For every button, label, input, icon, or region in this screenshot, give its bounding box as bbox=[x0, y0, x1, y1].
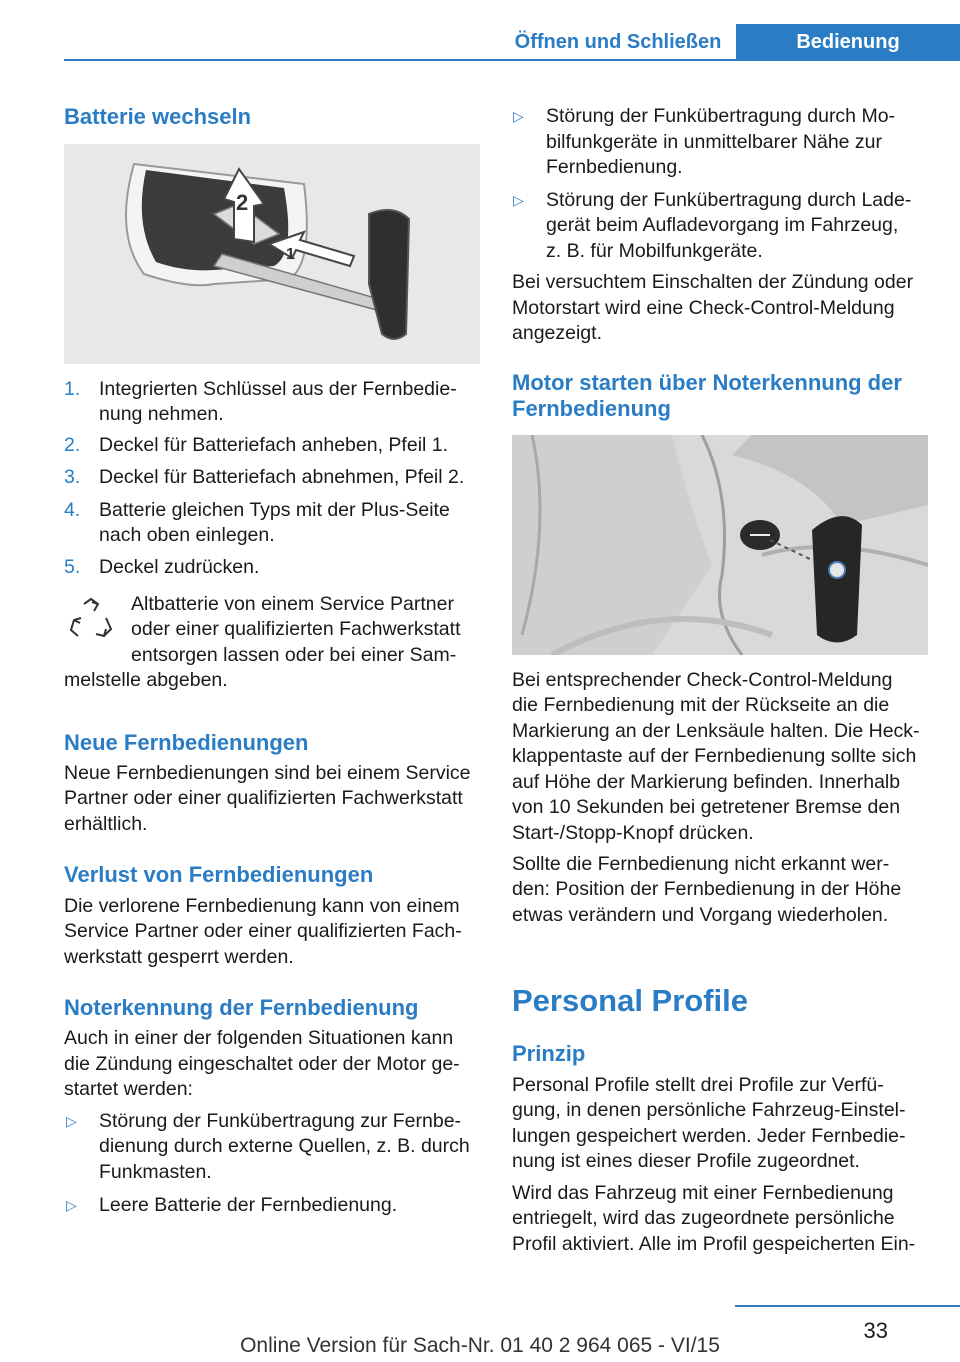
paragraph-line: Neue Fernbedienungen sind bei einem Service bbox=[64, 762, 471, 784]
step-number: 2. bbox=[64, 434, 81, 456]
paragraph-line: Profil aktiviert. Alle im Profil gespeicherten Ein- bbox=[512, 1233, 916, 1255]
paragraph-line: den: Position der Fernbedienung in der Höhe bbox=[512, 878, 902, 900]
recycle-note-line: oder einer qualifizierten Fachwerkstatt bbox=[131, 618, 461, 640]
bullet-text: Störung der Funkübertragung zur Fernbe- bbox=[99, 1110, 462, 1132]
key-battery-illustration bbox=[64, 144, 480, 364]
step-text: Deckel für Batteriefach abnehmen, Pfeil 2. bbox=[99, 466, 465, 488]
paragraph-line: entriegelt, wird das zugeordnete persönliche bbox=[512, 1207, 895, 1229]
steering-column-illustration bbox=[512, 435, 928, 655]
step-text: nung nehmen. bbox=[99, 403, 224, 425]
bullet-text: dienung durch externe Quellen, z. B. durch bbox=[99, 1135, 470, 1157]
step-text: Deckel für Batteriefach anheben, Pfeil 1. bbox=[99, 434, 449, 456]
heading-batterie-wechseln: Batterie wechseln bbox=[64, 104, 252, 129]
bullet-text: Störung der Funkübertragung durch Mo- bbox=[546, 105, 896, 127]
paragraph-line: erhältlich. bbox=[64, 813, 148, 835]
footer-rule bbox=[735, 1305, 960, 1307]
paragraph-line: auf Höhe der Markierung befinden. Innerhalb bbox=[512, 771, 901, 793]
paragraph-line: Start-/Stopp-Knopf drücken. bbox=[512, 822, 754, 844]
bullet-text: Leere Batterie der Fernbedienung. bbox=[99, 1194, 398, 1216]
heading-prinzip: Prinzip bbox=[512, 1041, 586, 1066]
recycle-note-line: melstelle abgeben. bbox=[64, 669, 228, 691]
step-number: 3. bbox=[64, 466, 81, 488]
step-text: Integrierten Schlüssel aus der Fernbedie- bbox=[99, 378, 457, 400]
paragraph-line: Motorstart wird eine Check-Control-Meldung bbox=[512, 297, 895, 319]
paragraph-line: Sollte die Fernbedienung nicht erkannt wer- bbox=[512, 853, 890, 875]
arrow-label-2: 2 bbox=[236, 190, 249, 215]
paragraph-line: klappentaste auf der Fernbedienung sollte sich bbox=[512, 745, 917, 767]
heading-verlust: Verlust von Fernbedienungen bbox=[64, 862, 374, 887]
paragraph-line: lungen gespeichert werden. Jeder Fernbedie- bbox=[512, 1125, 906, 1147]
step-number: 4. bbox=[64, 499, 81, 521]
bullet-triangle-icon: ▷ bbox=[66, 1197, 77, 1213]
paragraph-line: Bei entsprechender Check-Control-Meldung bbox=[512, 669, 893, 691]
paragraph-line: die Zündung eingeschaltet oder der Motor ge- bbox=[64, 1053, 460, 1075]
paragraph-line: Wird das Fahrzeug mit einer Fernbedienung bbox=[512, 1182, 894, 1204]
paragraph-line: Partner oder einer qualifizierten Fachwerkstatt bbox=[64, 787, 463, 809]
bullet-text: Funkmasten. bbox=[99, 1161, 212, 1183]
heading-neue-fernbedienungen: Neue Fernbedienungen bbox=[64, 730, 309, 755]
remote-key-icon bbox=[812, 516, 862, 642]
recycle-note-line: Altbatterie von einem Service Partner bbox=[131, 593, 454, 615]
step-text: nach oben einlegen. bbox=[99, 524, 275, 546]
footer-online-version: Online Version für Sach-Nr. 01 40 2 964 065 - VI/15 bbox=[240, 1334, 720, 1357]
paragraph-line: Service Partner oder einer qualifizierten Fach- bbox=[64, 920, 462, 942]
paragraph-line: Personal Profile stellt drei Profile zur Verfü- bbox=[512, 1074, 884, 1096]
step-text: Batterie gleichen Typs mit der Plus-Seite bbox=[99, 499, 450, 521]
recycle-note-line: entsorgen lassen oder bei einer Sam- bbox=[131, 644, 457, 666]
paragraph-line: Die verlorene Fernbedienung kann von einem bbox=[64, 895, 460, 917]
key-battery-drawing bbox=[64, 144, 480, 364]
arrow-label-1: 1 bbox=[286, 246, 295, 263]
bullet-text: bilfunkgeräte in unmittelbarer Nähe zur bbox=[546, 131, 883, 153]
header-section-title: Öffnen und Schließen bbox=[514, 31, 722, 53]
page-number: 33 bbox=[863, 1318, 888, 1343]
paragraph-line: werkstatt gesperrt werden. bbox=[64, 946, 294, 968]
paragraph-line: startet werden: bbox=[64, 1078, 193, 1100]
bullet-triangle-icon: ▷ bbox=[513, 108, 524, 124]
step-number: 5. bbox=[64, 556, 81, 578]
header-rule bbox=[64, 59, 960, 61]
bmw-logo-icon bbox=[829, 562, 845, 578]
heading-personal-profile: Personal Profile bbox=[512, 983, 749, 1018]
heading-motor-starten: Motor starten über Noterkennung der bbox=[512, 370, 902, 395]
paragraph-line: nung ist eines dieser Profile zugeordnet. bbox=[512, 1150, 860, 1172]
heading-motor-starten-2: Fernbedienung bbox=[512, 396, 671, 421]
bullet-text: Fernbedienung. bbox=[546, 156, 683, 178]
step-number: 1. bbox=[64, 378, 81, 400]
recycle-icon bbox=[66, 596, 116, 646]
paragraph-line: etwas verändern und Vorgang wiederholen. bbox=[512, 904, 889, 926]
step-text: Deckel zudrücken. bbox=[99, 556, 260, 578]
bullet-triangle-icon: ▷ bbox=[513, 192, 524, 208]
bullet-triangle-icon: ▷ bbox=[66, 1113, 77, 1129]
paragraph-line: angezeigt. bbox=[512, 322, 602, 344]
heading-noterkennung: Noterkennung der Fernbedienung bbox=[64, 995, 419, 1020]
paragraph-line: die Fernbedienung mit der Rückseite an die bbox=[512, 694, 890, 716]
paragraph-line: gung, in denen persönliche Fahrzeug-Einstel- bbox=[512, 1099, 906, 1121]
paragraph-line: Auch in einer der folgenden Situationen kann bbox=[64, 1027, 454, 1049]
bullet-text: gerät beim Aufladevorgang im Fahrzeug, bbox=[546, 214, 899, 236]
paragraph-line: von 10 Sekunden bei getretener Bremse den bbox=[512, 796, 901, 818]
bullet-text: Störung der Funkübertragung durch Lade- bbox=[546, 189, 912, 211]
paragraph-line: Bei versuchtem Einschalten der Zündung oder bbox=[512, 271, 914, 293]
header-chapter-tab[interactable]: Bedienung bbox=[736, 24, 960, 61]
paragraph-line: Markierung an der Lenksäule halten. Die Heck- bbox=[512, 720, 920, 742]
bullet-text: z. B. für Mobilfunkgeräte. bbox=[546, 240, 763, 262]
